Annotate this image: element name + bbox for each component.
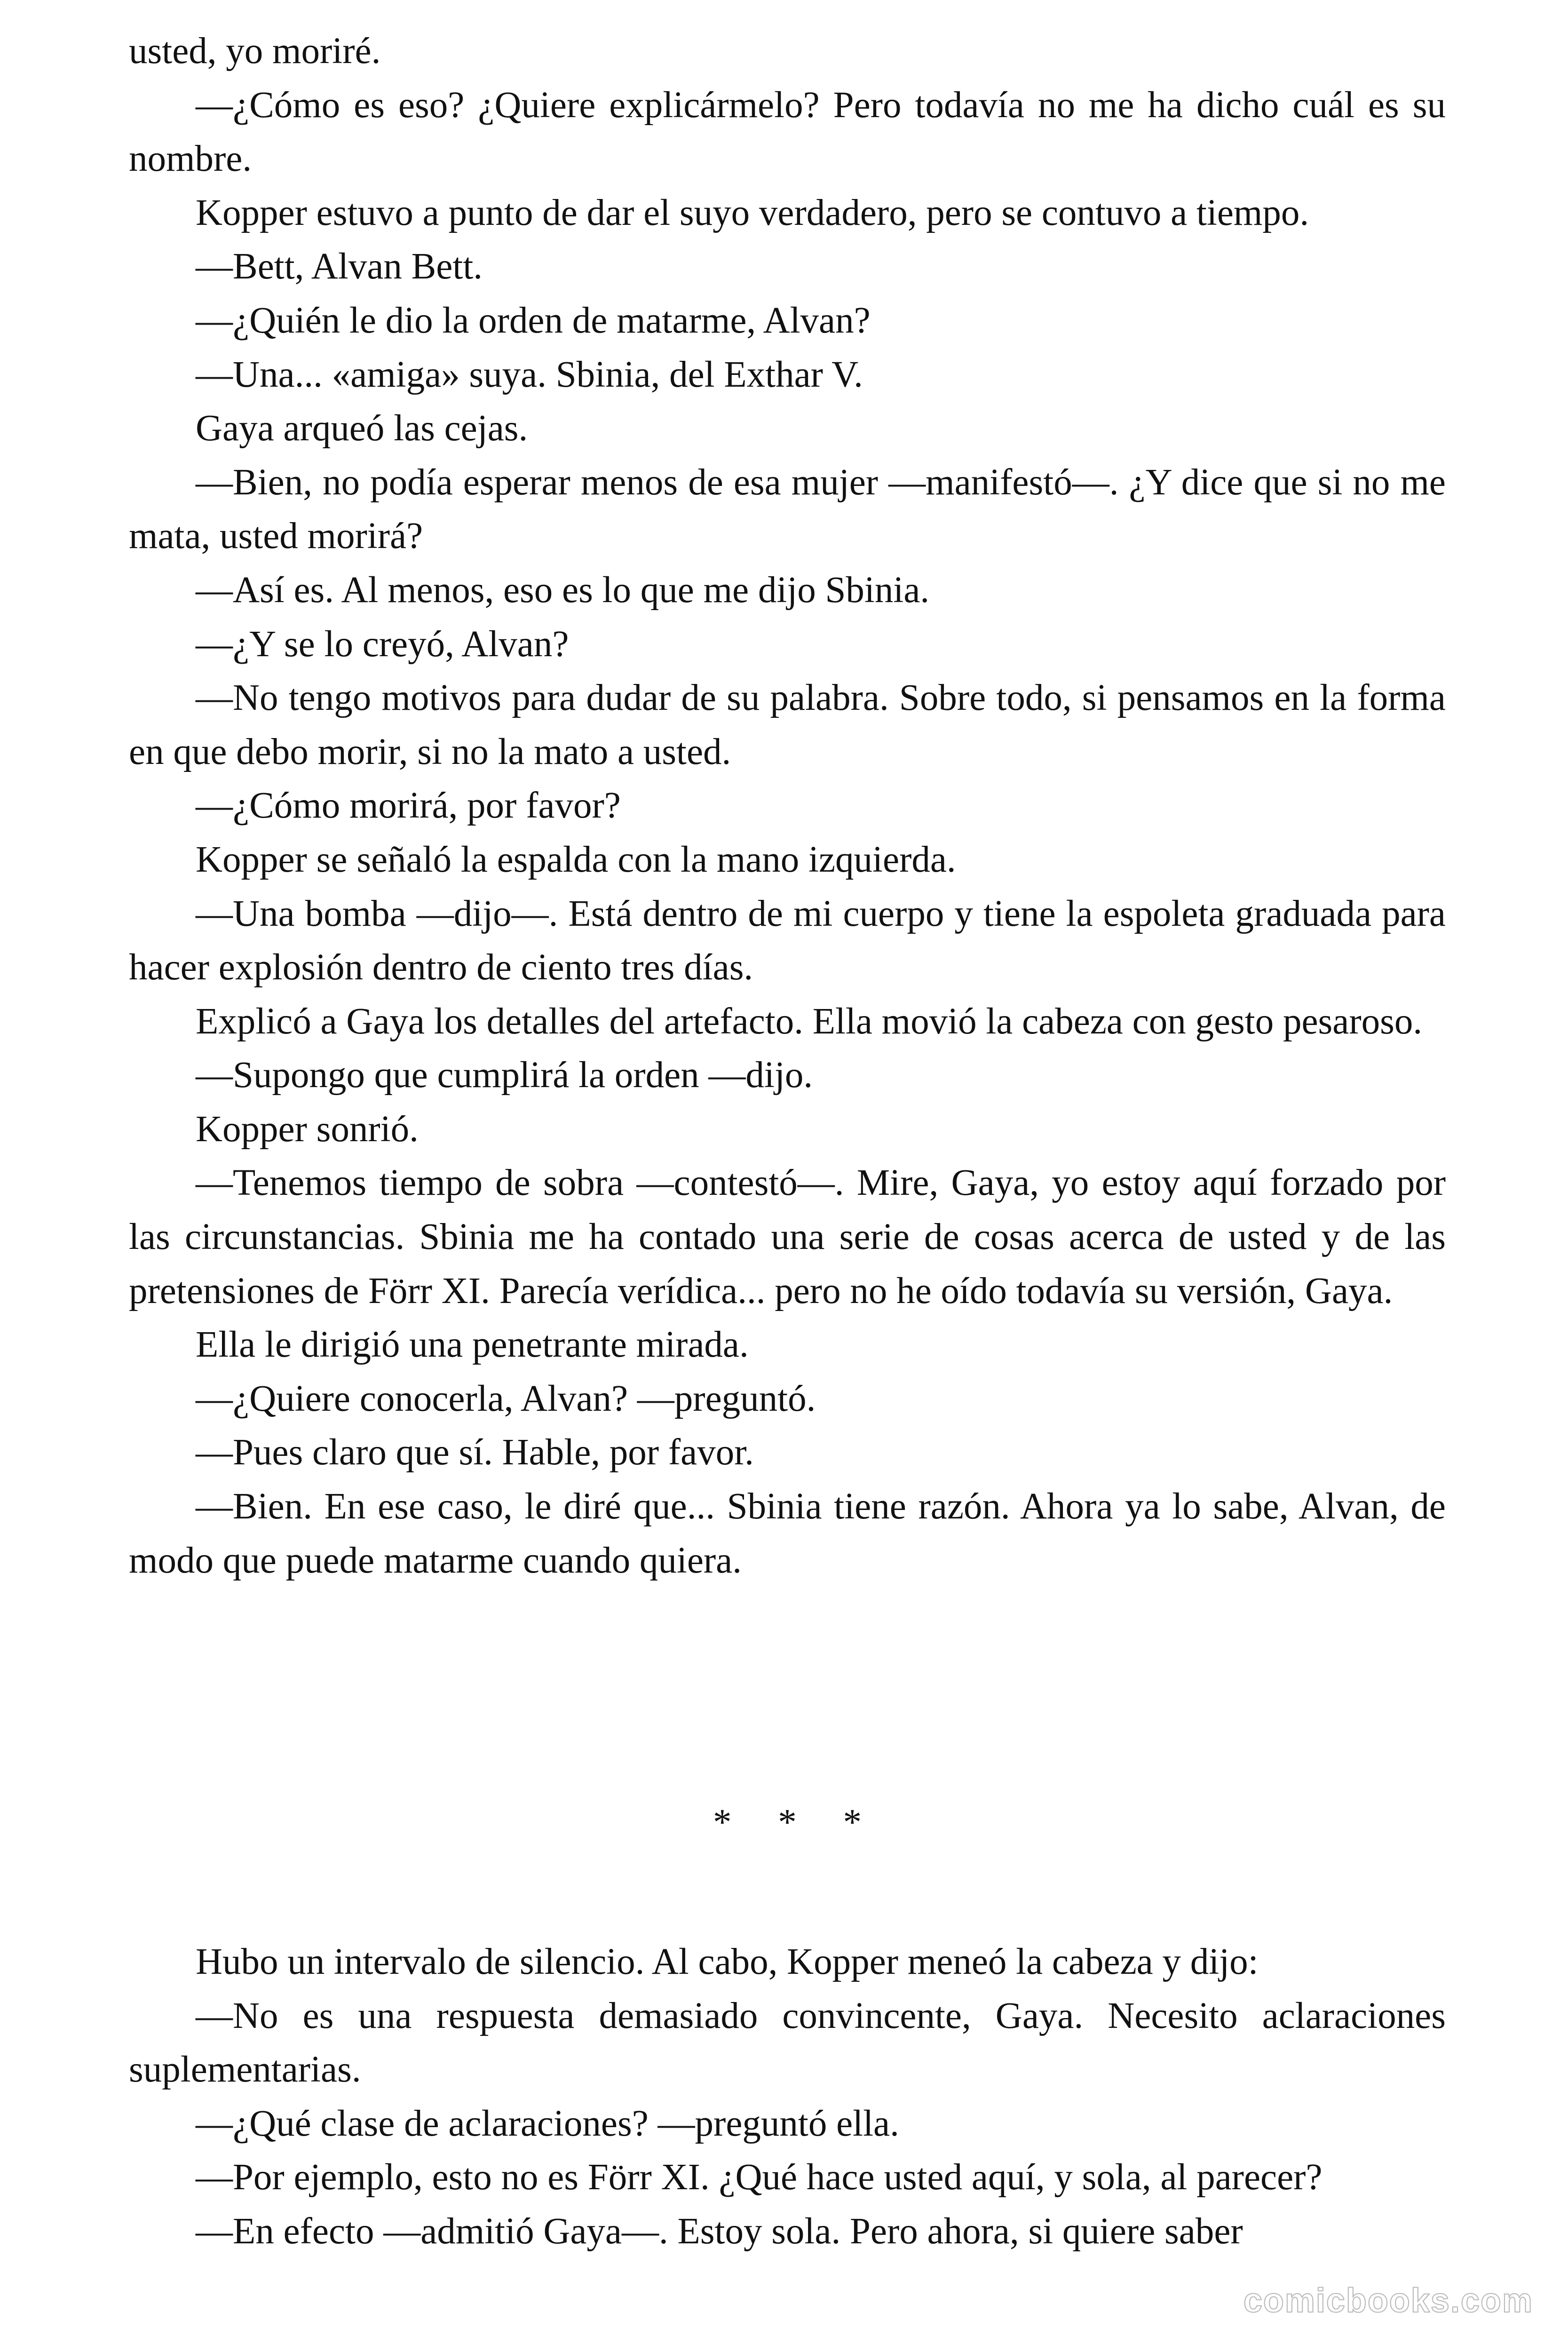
paragraph: —¿Y se lo creyó, Alvan? [196,623,569,665]
paragraph: —No es una respuesta demasiado convincente, Gaya. Necesito aclaraciones suplementarias. [129,1995,1446,2090]
body-text-bottom [129,1935,1446,2259]
paragraph: —Pues claro que sí. Hable, por favor. [196,1432,754,1473]
paragraph: —Así es. Al menos, eso es lo que me dijo Sbinia. [196,569,930,611]
paragraph: —¿Cómo es eso? ¿Quiere explicármelo? Pero todavía no me ha dicho cuál es su nombre. [129,84,1446,180]
paragraph: —Una bomba —dijo—. Está dentro de mi cuerpo y tiene la espoleta graduada para hacer explosión dentro de ciento tres días. [129,893,1446,988]
section-separator: * * * [713,1802,862,1843]
paragraph: —Bien. En ese caso, le diré que... Sbinia tiene razón. Ahora ya lo sabe, Alvan, de modo que puede matarme cuando quiera. [129,1486,1446,1581]
paragraph: Kopper sonrió. [196,1108,419,1150]
paragraph: Kopper se señaló la espalda con la mano izquierda. [196,839,956,880]
paragraph: —Supongo que cumplirá la orden —dijo. [196,1055,813,1096]
paragraph: —No tengo motivos para dudar de su palabra. Sobre todo, si pensamos en la forma en que debo morir, si no la mato a usted. [129,677,1446,772]
paragraph: —Bien, no podía esperar menos de esa mujer —manifestó—. ¿Y dice que si no me mata, usted morirá? [129,461,1446,557]
watermark: comicbooks.com [1243,2282,1533,2320]
paragraph: —¿Quiere conocerla, Alvan? —preguntó. [196,1378,816,1419]
paragraph: usted, yo moriré. [129,31,381,72]
paragraph: Explicó a Gaya los detalles del artefacto. Ella movió la cabeza con gesto pesaroso. [196,1001,1423,1042]
paragraph: —¿Cómo morirá, por favor? [196,785,621,826]
paragraph: —Tenemos tiempo de sobra —contestó—. Mire, Gaya, yo estoy aquí forzado por las circunstancias. Sbinia me ha contado una serie de cosas acerca de usted y de las pretensiones de Förr XI. Parecía verídica... pero no he oído todavía su versión, Gaya. [129,1162,1446,1311]
paragraph: —¿Qué clase de aclaraciones? —preguntó ella. [196,2103,899,2144]
paragraph: Ella le dirigió una penetrante mirada. [196,1324,749,1366]
paragraph: —Por ejemplo, esto no es Förr XI. ¿Qué hace usted aquí, y sola, al parecer? [196,2157,1323,2198]
paragraph: Hubo un intervalo de silencio. Al cabo, Kopper meneó la cabeza y dijo: [196,1941,1259,1982]
paragraph: —Una... «amiga» suya. Sbinia, del Exthar V. [196,354,863,395]
body-text-top [129,24,1446,1588]
paragraph: Gaya arqueó las cejas. [196,408,528,449]
paragraph: Kopper estuvo a punto de dar el suyo verdadero, pero se contuvo a tiempo. [196,192,1309,233]
paragraph: —En efecto —admitió Gaya—. Estoy sola. Pero ahora, si quiere saber [196,2210,1243,2252]
paragraph: —Bett, Alvan Bett. [196,246,483,287]
paragraph: —¿Quién le dio la orden de matarme, Alvan? [196,300,871,341]
